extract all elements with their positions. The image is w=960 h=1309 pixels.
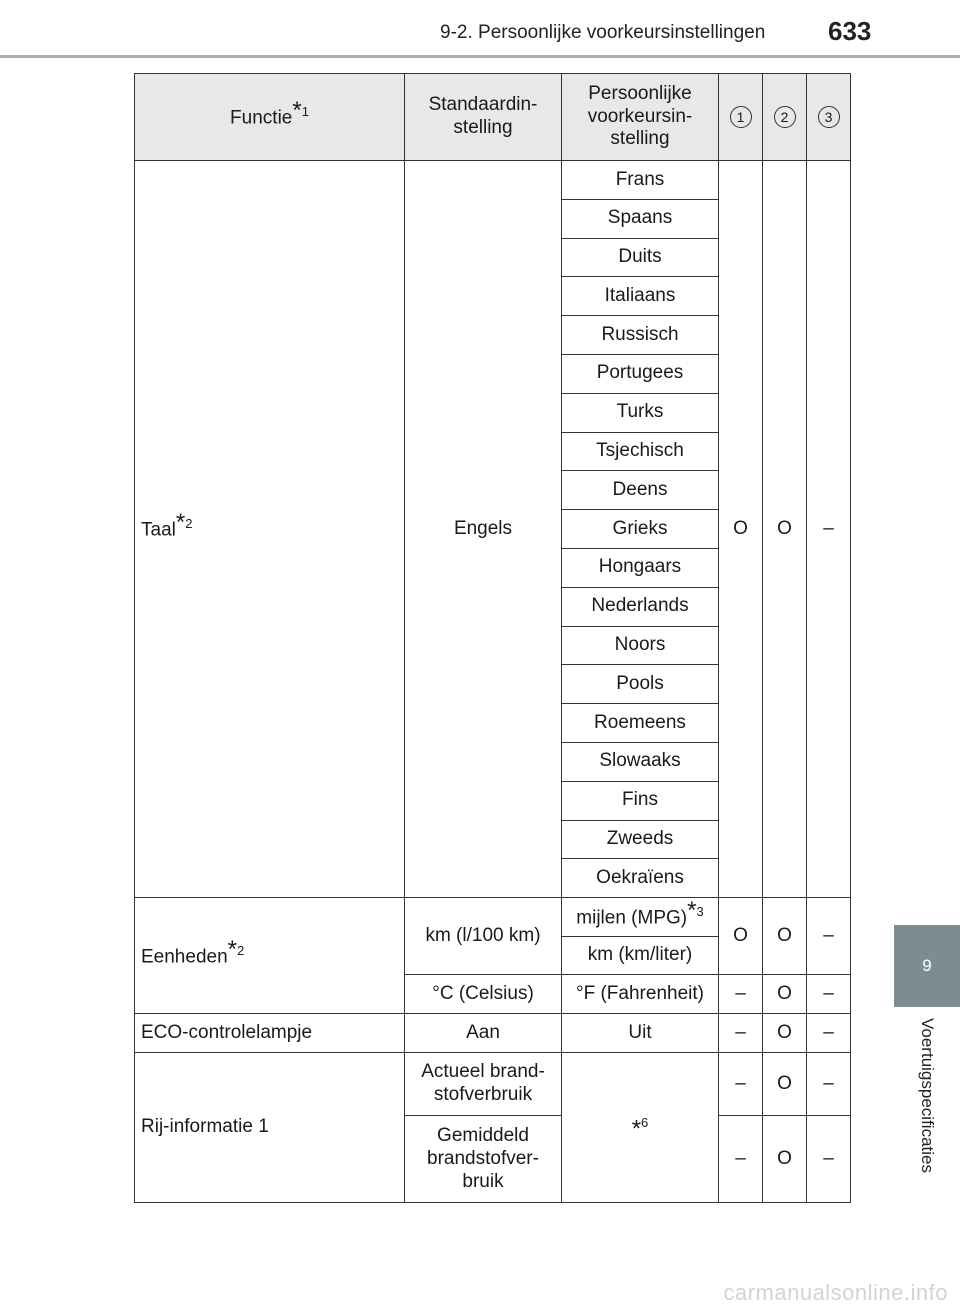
units-temp-default: °C (Celsius): [405, 975, 562, 1014]
drive-info-average-c1: –: [719, 1116, 763, 1203]
units-distance-option-b: km (km/liter): [562, 937, 719, 975]
circle-2-icon: 2: [774, 106, 796, 128]
units-distance-c1: O: [719, 898, 763, 975]
header-col2: [763, 74, 807, 161]
watermark: carmanualsonline.info: [723, 1280, 948, 1305]
language-option: Nederlands: [562, 587, 719, 626]
language-option: Tsjechisch: [562, 432, 719, 471]
eco-c3: –: [807, 1014, 851, 1053]
units-distance-c2: O: [763, 898, 807, 975]
language-c3: –: [807, 161, 851, 898]
drive-info-average-default: Gemiddeld brandstofver-bruik: [405, 1116, 562, 1203]
language-option: Fins: [562, 781, 719, 820]
units-temp-c3: –: [807, 975, 851, 1014]
language-option: Roemeens: [562, 704, 719, 743]
units-temp-c1: –: [719, 975, 763, 1014]
language-option: Italiaans: [562, 277, 719, 316]
language-option: Frans: [562, 161, 719, 200]
section-title: 9-2. Persoonlijke voorkeursinstellingen: [440, 22, 766, 43]
header-function: Functie$^{*1}$: [135, 74, 405, 161]
language-option: Slowaaks: [562, 742, 719, 781]
language-option: Turks: [562, 393, 719, 432]
eco-option: Uit: [562, 1014, 719, 1053]
language-option: Deens: [562, 471, 719, 510]
drive-info-label: Rij-informatie 1: [135, 1053, 405, 1203]
circle-1-icon: 1: [730, 106, 752, 128]
language-c1: O: [719, 161, 763, 898]
units-label: Eenheden$^{*2}$: [135, 898, 405, 1014]
language-option: Spaans: [562, 199, 719, 238]
drive-info-option-note: *$^6$: [562, 1053, 719, 1203]
drive-info-average-c3: –: [807, 1116, 851, 1203]
drive-info-current-default: Actueel brand-stofverbruik: [405, 1053, 562, 1116]
language-option: Duits: [562, 238, 719, 277]
table-row: [135, 161, 851, 200]
table-header-row: [135, 74, 851, 161]
language-option: Portugees: [562, 354, 719, 393]
drive-info-average-c2: O: [763, 1116, 807, 1203]
units-temp-option: °F (Fahrenheit): [562, 975, 719, 1014]
units-distance-c3: –: [807, 898, 851, 975]
language-option: Pools: [562, 665, 719, 704]
eco-c2: O: [763, 1014, 807, 1053]
drive-info-current-c2: O: [763, 1053, 807, 1116]
drive-info-current-c1: –: [719, 1053, 763, 1116]
drive-info-current-c3: –: [807, 1053, 851, 1116]
table-row: [135, 1014, 851, 1053]
chapter-tab[interactable]: [894, 925, 960, 1007]
header-divider: [0, 55, 960, 58]
language-label: Taal$^{*2}$: [135, 161, 405, 898]
header-default: Standaardin-stelling: [405, 74, 562, 161]
language-default: Engels: [405, 161, 562, 898]
language-option: Zweeds: [562, 820, 719, 859]
units-distance-option-a: mijlen (MPG)$^{*3}$: [562, 898, 719, 937]
language-option: Grieks: [562, 510, 719, 549]
table-row: [135, 898, 851, 937]
language-c2: O: [763, 161, 807, 898]
eco-default: Aan: [405, 1014, 562, 1053]
language-option: Noors: [562, 626, 719, 665]
chapter-number: 9: [922, 956, 932, 975]
header-personal: Persoonlijke voorkeursin-stelling: [562, 74, 719, 161]
language-option: Oekraïens: [562, 859, 719, 898]
header-col3: [807, 74, 851, 161]
circle-3-icon: 3: [818, 106, 840, 128]
units-distance-default: km (l/100 km): [405, 898, 562, 975]
chapter-label: Voertuigspecificaties: [918, 1018, 937, 1173]
eco-label: ECO-controlelampje: [135, 1014, 405, 1053]
language-option: Hongaars: [562, 548, 719, 587]
table-row: [135, 1053, 851, 1116]
eco-c1: –: [719, 1014, 763, 1053]
language-option: Russisch: [562, 316, 719, 355]
settings-table: [134, 73, 851, 1203]
units-temp-c2: O: [763, 975, 807, 1014]
header-col1: [719, 74, 763, 161]
page-number: 633: [828, 16, 872, 46]
